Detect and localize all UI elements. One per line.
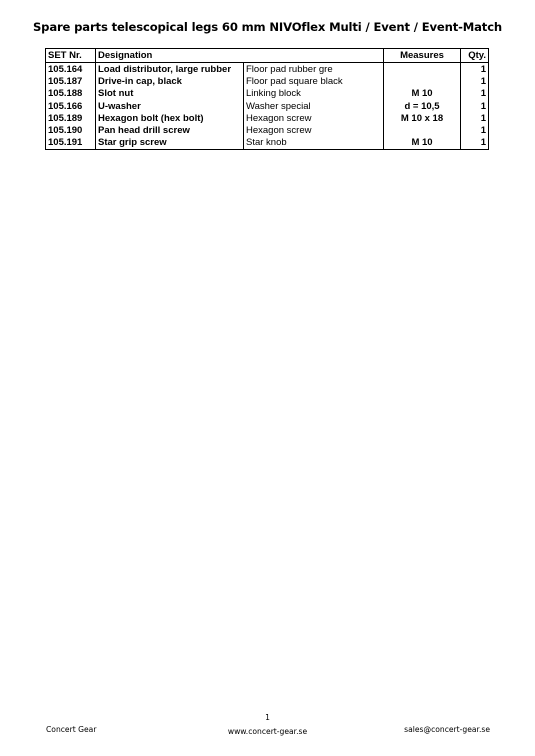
part-description-cell: Floor pad square black [246, 75, 343, 87]
table-row [46, 88, 489, 100]
qty-cell: 1 [461, 88, 489, 100]
table-row [46, 124, 489, 136]
part-description-cell: Hexagon screw [246, 125, 312, 137]
table-row [46, 100, 489, 112]
qty-cell: 1 [461, 75, 489, 87]
set-nr-cell: 105.166 [46, 100, 96, 112]
measures-cell [384, 63, 461, 76]
part-name-cell: Star grip screw [96, 137, 244, 150]
header-qty: Qty. [461, 49, 489, 63]
page-title: Spare parts telescopical legs 60 mm NIVOflex Multi / Event / Event-Match [32, 20, 503, 34]
header-designation: Designation [96, 49, 384, 63]
part-description-cell: Floor pad rubber gre [246, 63, 333, 75]
part-name-cell: Drive-in cap, black [96, 75, 244, 87]
qty-cell: 1 [461, 63, 489, 76]
footer-email: sales@concert-gear.se [404, 725, 490, 734]
part-name-cell: Slot nut [96, 88, 244, 100]
part-name-cell: Load distributor, large rubber [96, 63, 244, 76]
table-row [46, 137, 489, 150]
measures-cell: M 10 [384, 137, 461, 150]
table-row [46, 112, 489, 124]
table-header-row [46, 49, 489, 63]
part-name-cell: Pan head drill screw [96, 124, 244, 136]
footer-company: Concert Gear [46, 725, 97, 734]
set-nr-cell: 105.191 [46, 137, 96, 150]
measures-cell: M 10 x 18 [384, 112, 461, 124]
header-measures: Measures [384, 49, 461, 63]
measures-cell [384, 124, 461, 136]
footer-website: www.concert-gear.se [227, 727, 308, 736]
set-nr-cell: 105.190 [46, 124, 96, 136]
qty-cell: 1 [461, 112, 489, 124]
part-description-cell: Star knob [244, 137, 384, 150]
spare-parts-table [45, 48, 489, 150]
set-nr-cell: 105.187 [46, 75, 96, 87]
part-description-cell: Linking block [246, 88, 301, 100]
qty-cell: 1 [461, 137, 489, 150]
page-number: 1 [265, 713, 270, 722]
part-description-cell: Hexagon screw [246, 112, 312, 124]
header-set-nr: SET Nr. [46, 49, 96, 63]
part-name-cell: U-washer [96, 100, 244, 112]
table-row [46, 63, 489, 76]
part-description-cell: Washer special [246, 100, 311, 112]
set-nr-cell: 105.164 [46, 63, 96, 76]
measures-cell [384, 75, 461, 87]
measures-cell: M 10 [384, 88, 461, 100]
set-nr-cell: 105.188 [46, 88, 96, 100]
qty-cell: 1 [461, 100, 489, 112]
part-name-cell: Hexagon bolt (hex bolt) [96, 112, 244, 124]
set-nr-cell: 105.189 [46, 112, 96, 124]
measures-cell: d = 10,5 [384, 100, 461, 112]
qty-cell: 1 [461, 124, 489, 136]
table-row [46, 75, 489, 87]
